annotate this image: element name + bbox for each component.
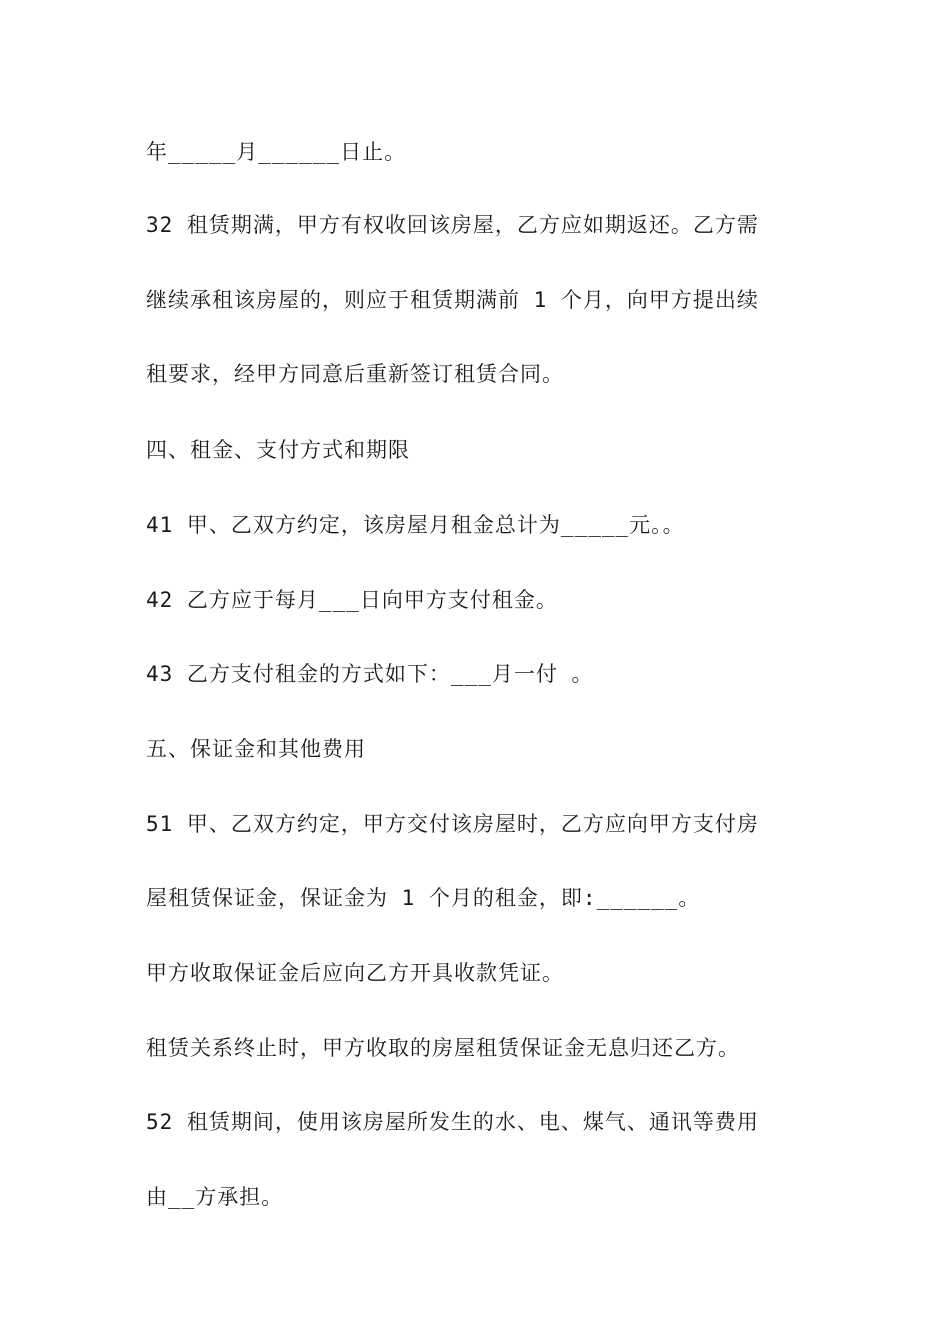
text-line: 42 乙方应于每月___日向甲方支付租金。 [146,588,558,612]
text-line: 52 租赁期间，使用该房屋所发生的水、电、煤气、通讯等费用 [146,1110,759,1134]
text-line: 屋租赁保证金，保证金为 1 个月的租金，即:______。 [146,886,701,910]
section-heading: 五、保证金和其他费用 [146,737,366,761]
text-line: 41 甲、乙双方约定，该房屋月租金总计为_____元。。 [146,513,685,537]
text-line: 甲方收取保证金后应向乙方开具收款凭证。 [146,961,564,985]
text-line: 由__方承担。 [146,1185,284,1209]
text-line: 43 乙方支付租金的方式如下：___月一付 。 [146,662,594,686]
text-line: 32 租赁期满，甲方有权收回该房屋，乙方应如期返还。乙方需 [146,213,759,237]
text-line: 租要求，经甲方同意后重新签订租赁合同。 [146,362,564,386]
text-line: 租赁关系终止时，甲方收取的房屋租赁保证金无息归还乙方。 [146,1036,740,1060]
text-line: 51 甲、乙双方约定，甲方交付该房屋时，乙方应向甲方支付房 [146,812,759,836]
section-heading: 四、租金、支付方式和期限 [146,438,410,462]
text-line: 继续承租该房屋的，则应于租赁期满前 1 个月，向甲方提出续 [146,288,759,312]
text-line: 年_____月______日止。 [146,140,407,164]
